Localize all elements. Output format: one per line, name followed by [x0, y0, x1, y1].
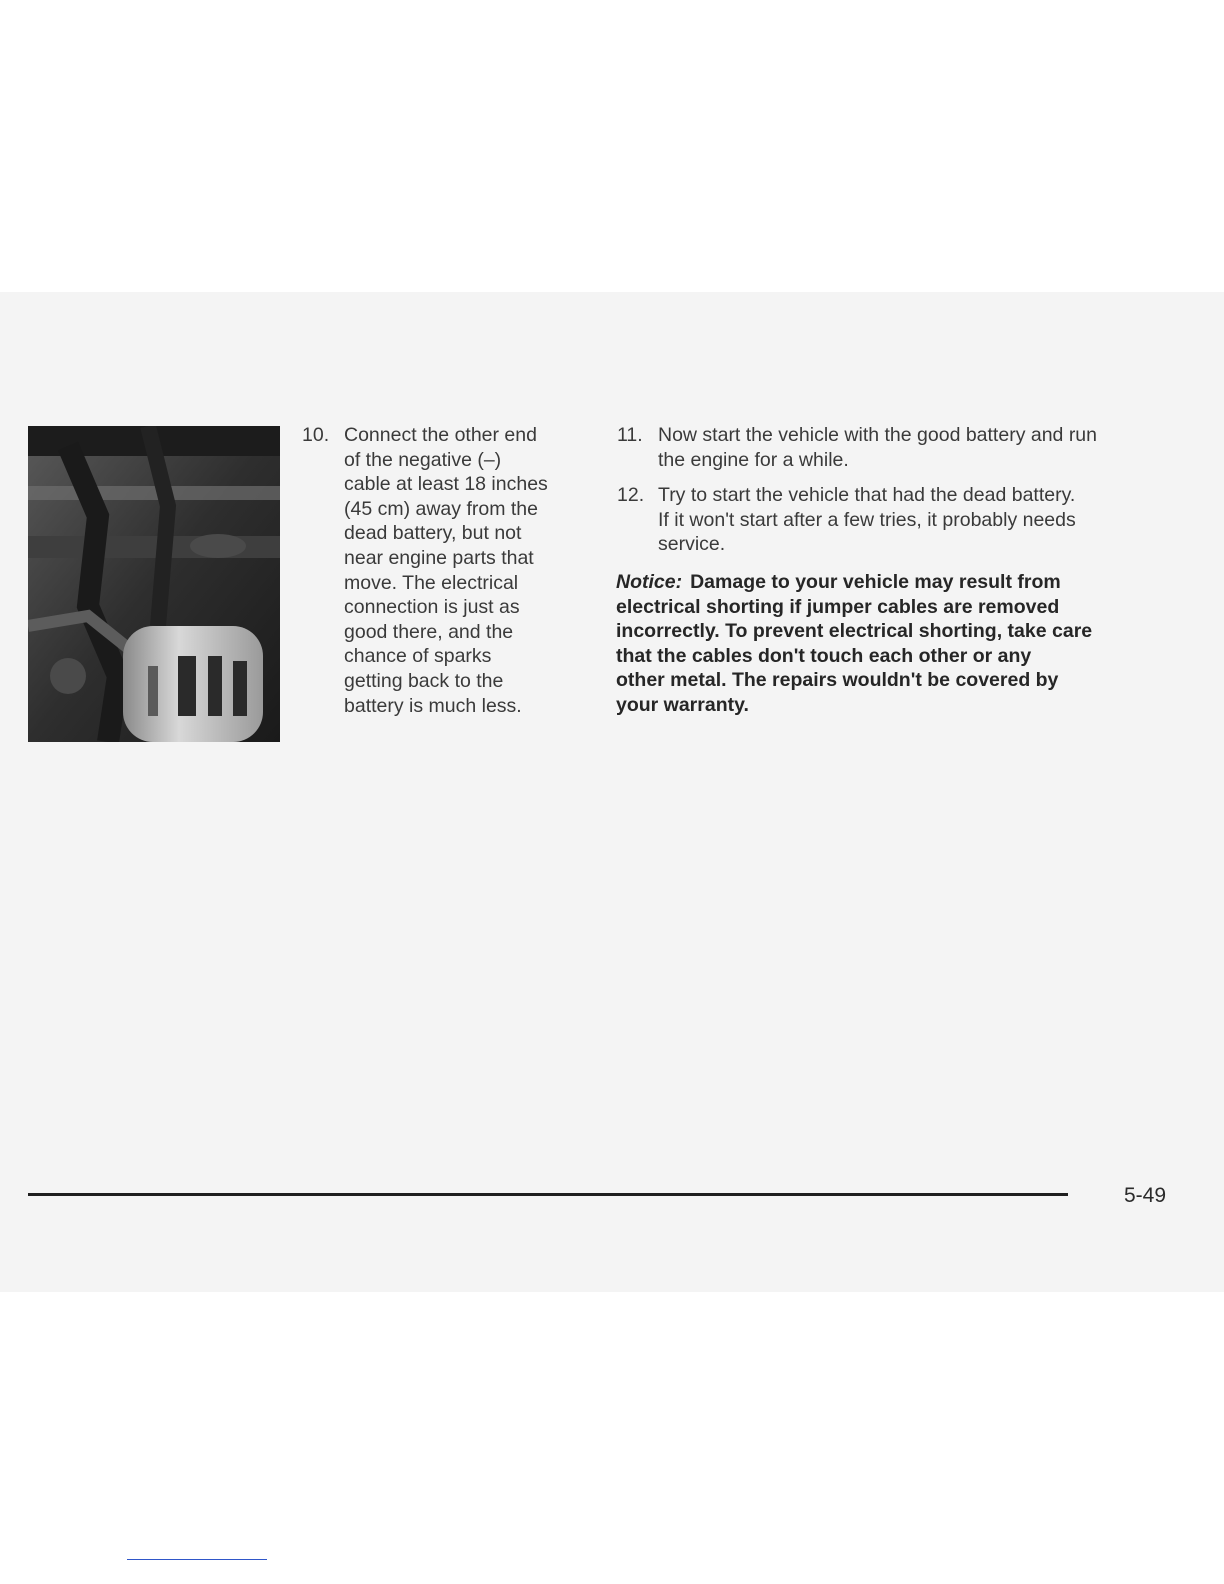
step-text: Connect the other end of the negative (–) cable at least 18 inches (45 cm) away from the dead battery, but not near engine parts that move. The electrical connection is just as good there, and the chance of sparks getting back to the battery is much less. [344, 424, 548, 717]
notice-paragraph [616, 570, 1176, 718]
engine-alternator-photo [28, 426, 280, 742]
step-number: 11. [617, 424, 643, 446]
step-text: Now start the vehicle with the good battery and run the engine for a while. [658, 424, 1097, 471]
bottom-link-underline [127, 1559, 267, 1560]
step-text: Try to start the vehicle that had the dead battery. If it won't start after a few tries, it probably needs service. [658, 484, 1076, 556]
step-number: 12. [617, 484, 645, 506]
notice-text: Damage to your vehicle may result from electrical shorting if jumper cables are removed incorrectly. To prevent electrical shorting, take care that the cables don't touch each other or any other metal. The repairs wouldn't be covered by your warranty. [616, 571, 1093, 716]
footer-rule [28, 1193, 1068, 1196]
step-number: 10. [302, 424, 330, 446]
page-number: 5-49 [1124, 1184, 1167, 1207]
notice-label: Notice: [616, 571, 683, 593]
